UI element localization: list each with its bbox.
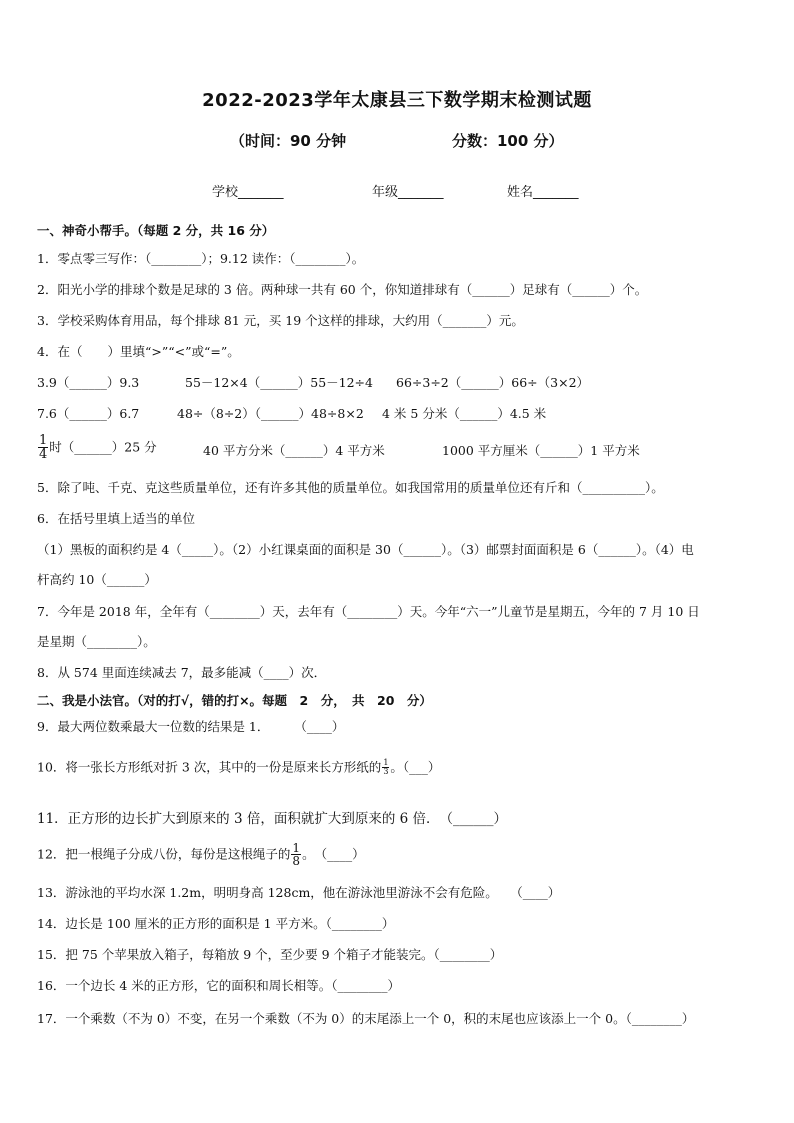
fraction <box>291 842 301 867</box>
compare-item: 48÷（8÷2）（______）48÷8×2 <box>177 406 364 421</box>
fraction-numerator: 1 <box>292 841 301 855</box>
question-17: 17．一个乘数（不为 0）不变，在另一个乘数（不为 0）的末尾添上一个 0，积的末尾也应该添上一个 0。（________） <box>37 1011 695 1026</box>
section-2-heading: 二、我是小法官。（对的打√，错的打×。每题 2 分， 共 20 分） <box>37 693 432 708</box>
fraction <box>382 759 389 776</box>
compare-item: 1000 平方厘米（______）1 平方米 <box>442 443 640 458</box>
fraction-denominator: 8 <box>292 854 301 868</box>
exam-title: 2022-2023学年太康县三下数学期末检测试题 <box>202 90 592 111</box>
compare-item: 55－12×4（______）55－12÷4 <box>185 375 373 390</box>
fraction-numerator: 1 <box>39 433 48 448</box>
question-9: 9．最大两位数乘最大一位数的结果是 1． （____） <box>37 719 345 734</box>
question-6: 6．在括号里填上适当的单位 <box>37 511 195 526</box>
question-7-line-2: 是星期（________）。 <box>37 634 156 649</box>
question-10-text: 10．将一张长方形纸对折 3 次，其中的一份是原来长方形纸的 <box>37 759 382 775</box>
question-5: 5．除了吨、千克、克这些质量单位，还有许多其他的质量单位。如我国常用的质量单位还有斤和（__________）。 <box>37 480 664 495</box>
compare-item: 4 米 5 分米（______）4.5 米 <box>382 406 547 421</box>
question-16: 16．一个边长 4 米的正方形，它的面积和周长相等。（________） <box>37 978 401 993</box>
question-12 <box>37 842 767 870</box>
fraction-denominator: 4 <box>39 447 48 462</box>
question-13: 13．游泳池的平均水深 1.2m，明明身高 128cm，他在游泳池里游泳不会有危险。 （____） <box>37 885 561 900</box>
fraction <box>38 434 48 461</box>
compare-item-fraction <box>37 434 157 461</box>
exam-score: 分数：100 分） <box>452 132 564 150</box>
question-14: 14．边长是 100 厘米的正方形的面积是 1 平方米。（________） <box>37 916 395 931</box>
compare-item: 66÷3÷2（______）66÷（3×2） <box>396 375 590 390</box>
question-15: 15．把 75 个苹果放入箱子，每箱放 9 个，至少要 9 个箱子才能装完。（________） <box>37 947 503 962</box>
fraction-numerator: 1 <box>383 758 389 767</box>
question-4-row-3 <box>37 434 767 468</box>
compare-item: 7.6（______）6.7 <box>37 406 140 421</box>
fraction-denominator: 3 <box>383 767 389 776</box>
compare-item: 时（______）25 分 <box>49 439 157 455</box>
name-field: 姓名_______ <box>507 185 579 200</box>
question-8: 8．从 574 里面连续减去 7，最多能减（____）次． <box>37 665 327 680</box>
section-1-heading: 一、神奇小帮手。（每题 2 分，共 16 分） <box>37 223 275 238</box>
exam-time: （时间：90 分钟 <box>230 132 347 150</box>
question-10-answer: 。（___） <box>390 759 441 775</box>
question-7-line-1: 7．今年是 2018 年，全年有（________）天，去年有（________）天。今年“六一”儿童节是星期五，今年的 7 月 10 日 <box>37 604 700 619</box>
question-1: 1．零点零三写作：（________）；9.12 读作：（________）。 <box>37 251 365 266</box>
question-12-answer: 。 （____） <box>302 846 365 862</box>
question-3: 3．学校采购体育用品，每个排球 81 元，买 19 个这样的排球，大约用（_______）元。 <box>37 313 524 328</box>
grade-field: 年级_______ <box>372 185 444 200</box>
question-12-text: 12．把一根绳子分成八份，每份是这根绳子的 <box>37 846 291 862</box>
question-6-line-2: 杆高约 10（______） <box>37 572 157 587</box>
school-field: 学校_______ <box>212 185 284 200</box>
question-4: 4．在（ ）里填“>”“<”或“=”。 <box>37 344 240 359</box>
compare-item: 40 平方分米（______）4 平方米 <box>203 443 385 458</box>
question-11: 11．正方形的边长扩大到原来的 3 倍，面积就扩大到原来的 6 倍． （______） <box>37 811 508 827</box>
question-6-line-1: （1）黑板的面积约是 4（_____）。（2）小红课桌面的面积是 30（______）。（3）邮票封面面积是 6（______）。（4）电 <box>37 542 694 557</box>
question-10 <box>37 758 767 784</box>
compare-item: 3.9（______）9.3 <box>37 375 140 390</box>
question-2: 2．阳光小学的排球个数是足球的 3 倍。两种球一共有 60 个，你知道排球有（______）足球有（______）个。 <box>37 282 648 297</box>
